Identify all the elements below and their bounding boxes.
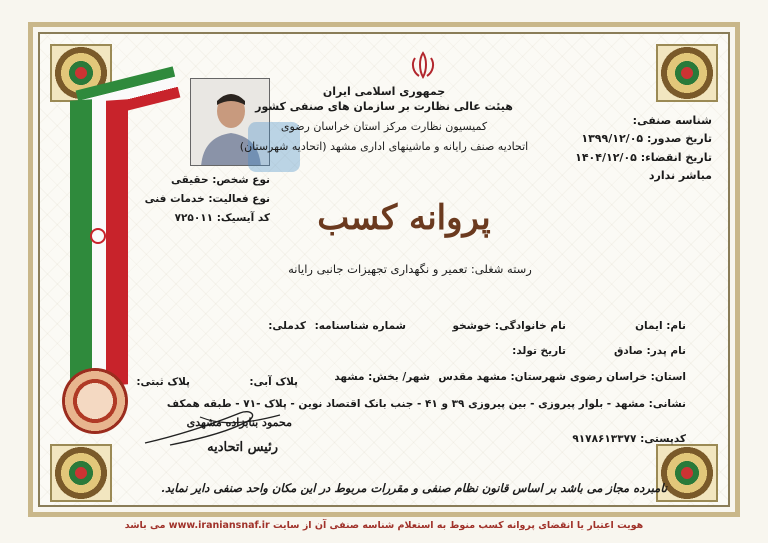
- header-line1: جمهوری اسلامی ایران: [322, 85, 446, 98]
- header-line2: هیئت عالی نظارت بر سازمان های صنفی کشور: [255, 100, 513, 113]
- verify-line: هویت اعتبار یا انقضای پروانه کسب منوط به استعلام شناسه صنفی آن از سایت www.iraniansnaf.ir می باشد: [124, 520, 644, 531]
- iran-emblem-icon: [90, 228, 106, 244]
- national-code: کدملی:: [268, 320, 306, 332]
- postal-code: کدپستی: ۹۱۷۸۶۱۳۳۷۷: [572, 433, 686, 445]
- last-name: نام خانوادگی: خوشخو: [452, 320, 566, 332]
- first-name: نام: ایمان: [635, 320, 686, 332]
- flag-red-stripe: [106, 99, 128, 386]
- corner-ornament-top-right: [656, 44, 718, 102]
- guild-id: شناسه صنفی:: [632, 114, 712, 127]
- expiry-date: تاریخ انقضاء: ۱۴۰۴/۱۲/۰۵: [575, 151, 712, 164]
- plaque-sabti: پلاک ثبتی:: [136, 376, 190, 388]
- county: شهرستان: مشهد مقدس: [438, 371, 566, 383]
- person-type: نوع شخص: حقیقی: [170, 174, 270, 186]
- flag-green-stripe: [70, 99, 92, 386]
- job-line: رسته شغلی: تعمیر و نگهداری تجهیزات جانبی رایانه: [288, 262, 532, 276]
- header-line4: اتحادیه صنف رایانه و ماشینهای اداری مشهد (اتحادیه شهرستان): [239, 140, 529, 153]
- plaque-ab: پلاک آبی:: [249, 376, 298, 388]
- corner-ornament-bottom-left: [50, 444, 112, 502]
- address: نشانی: مشهد - بلوار پیروزی - بین پیروزی ۳۹ و ۴۱ - جنب بانک اقتصاد نوین - پلاک -۷۱ - طبقه همکف: [166, 398, 686, 410]
- father-name: نام پدر: صادق: [613, 345, 686, 357]
- activity-type: نوع فعالیت: خدمات فنی: [144, 193, 270, 205]
- footer-note: نامبرده مجاز می باشد بر اساس قانون نظام صنفی و مقررات مربوط در این مکان واحد صنفی دایر نماید.: [160, 481, 668, 495]
- isic-code: کد آیسیک: ۷۲۵۰۱۱: [174, 212, 270, 224]
- signer-name: محمود بنابزاده مشهدی: [186, 416, 292, 429]
- signer-role: رئیس اتحادیه: [207, 440, 278, 455]
- issue-date: تاریخ صدور: ۱۳۹۹/۱۲/۰۵: [581, 132, 712, 145]
- city: شهر/ بخش: مشهد: [334, 371, 430, 383]
- id-number: شماره شناسنامه:: [314, 320, 406, 332]
- birth-date: تاریخ تولد:: [512, 345, 566, 357]
- manager-status: مباشر ندارد: [648, 169, 712, 182]
- document-title: پروانه کسب: [317, 198, 491, 238]
- header-line3: کمیسیون نظارت مرکز استان خراسان رضوی: [280, 120, 488, 133]
- province: استان: خراسان رضوی: [570, 371, 686, 383]
- iran-emblem-icon: [408, 50, 438, 80]
- ministry-seal: [62, 368, 128, 434]
